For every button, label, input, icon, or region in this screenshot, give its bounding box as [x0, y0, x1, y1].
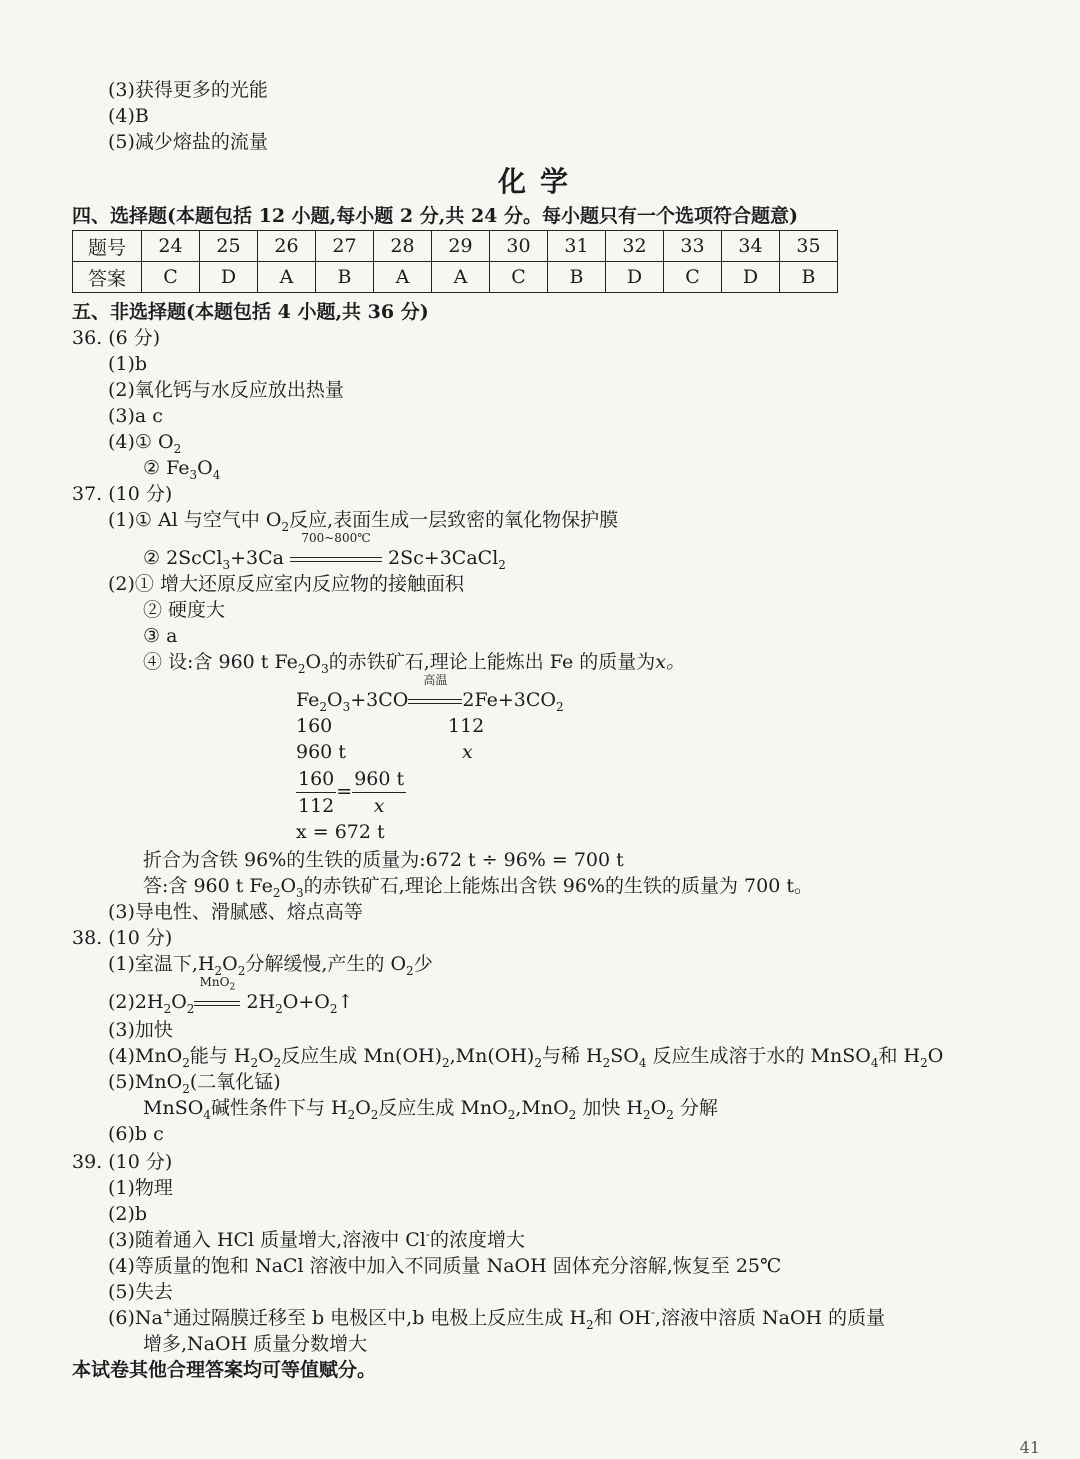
- text: 能与 H: [189, 1045, 251, 1067]
- q37-heading: 37. (10 分): [72, 483, 173, 505]
- question-number-cell: 29: [432, 231, 490, 262]
- double-arrow-bar: [408, 699, 462, 704]
- row-label-question-number: 题号: [73, 231, 142, 262]
- text: (4)① O: [108, 431, 174, 453]
- section-title: 化学: [497, 165, 582, 198]
- text: (1)① Al 与空气中 O: [108, 509, 282, 531]
- superscript: -: [425, 1227, 430, 1242]
- text: 的浓度增大: [429, 1229, 525, 1251]
- subscript: 2: [319, 699, 328, 714]
- text: ② Fe: [143, 457, 190, 479]
- condition-label: [194, 975, 240, 993]
- subscript: 2: [186, 1001, 195, 1016]
- bio-answer-5: (5)减少熔盐的流量: [108, 131, 268, 153]
- final-answer: [143, 874, 813, 898]
- fraction-left: [296, 766, 336, 819]
- subscript: 2: [163, 1001, 172, 1016]
- q36-part3: (3)a c: [108, 405, 163, 427]
- subscript: 2: [442, 1055, 450, 1070]
- text: (二氧化锰): [189, 1071, 281, 1093]
- answer-cell: D: [722, 262, 780, 293]
- subscript: 2: [250, 1055, 259, 1070]
- subscript: 2: [182, 1081, 190, 1096]
- subscript: 2: [297, 661, 306, 676]
- text: O: [327, 689, 343, 711]
- text: 的赤铁矿石,理论上能炼出含铁 96%的生铁的质量为 700 t。: [303, 875, 813, 897]
- q37-part2d: [143, 650, 685, 674]
- equals-sign: =: [336, 780, 353, 803]
- subscript: 2: [920, 1055, 928, 1070]
- text: 答:含 960 t Fe: [143, 875, 273, 897]
- question-number-cell: 32: [606, 231, 664, 262]
- text: 2Fe+3CO: [462, 689, 556, 711]
- q37-reaction-equation: [296, 673, 564, 714]
- subscript: 2: [237, 963, 246, 978]
- text: (6)Na: [108, 1307, 163, 1329]
- subscript: 2: [214, 963, 223, 978]
- table-row-answers: [73, 262, 838, 293]
- text: +3Ca: [230, 547, 284, 569]
- text: 加快 H: [576, 1097, 643, 1119]
- q39-part1: (1)物理: [108, 1177, 173, 1199]
- q37-part2a: (2)① 增大还原反应室内反应物的接触面积: [108, 573, 464, 595]
- q39-heading: 39. (10 分): [72, 1151, 173, 1173]
- text: O+O: [282, 991, 330, 1013]
- text: ↑: [337, 991, 354, 1013]
- reaction-condition: [290, 531, 382, 570]
- question-number-cell: 31: [548, 231, 606, 262]
- text: 与稀 H: [541, 1045, 603, 1067]
- question-number-cell: 34: [722, 231, 780, 262]
- subscript: 3: [342, 699, 351, 714]
- question-number-cell: 25: [200, 231, 258, 262]
- q36-heading: 36. (6 分): [72, 327, 161, 349]
- numerator: 160: [296, 766, 336, 793]
- q36-part1: (1)b: [108, 353, 148, 375]
- subscript: 3: [296, 885, 304, 900]
- subscript: 2: [586, 1317, 594, 1332]
- question-number-cell: 26: [258, 231, 316, 262]
- subscript: 4: [870, 1055, 879, 1070]
- question-number-cell: 33: [664, 231, 722, 262]
- bio-answer-3: (3)获得更多的光能: [108, 79, 268, 101]
- subscript: 2: [329, 1001, 338, 1016]
- superscript: -: [650, 1305, 655, 1320]
- answer-cell: C: [664, 262, 722, 293]
- reaction-condition: [408, 673, 462, 712]
- subscript: 3: [321, 661, 329, 676]
- subscript: 2: [568, 1107, 577, 1122]
- text: 分解缓慢,产生的 O: [245, 953, 407, 975]
- text: (1)室温下,H: [108, 953, 215, 975]
- subscript: 2: [275, 1001, 283, 1016]
- text: (3)随着通入 HCl 质量增大,溶液中 Cl: [108, 1229, 426, 1251]
- q37-part2c: ③ a: [143, 625, 178, 647]
- subscript: 4: [203, 1107, 211, 1122]
- subscript: 2: [602, 1055, 611, 1070]
- denominator: 112: [298, 795, 335, 817]
- q37-part1a: [108, 508, 618, 532]
- question-number-cell: 30: [490, 231, 548, 262]
- fraction-right: [352, 766, 406, 819]
- subscript: 2: [555, 699, 564, 714]
- subscript: 2: [498, 557, 506, 572]
- text: ④ 设:含 960 t Fe: [143, 651, 298, 673]
- subscript: 2: [534, 1055, 542, 1070]
- q39-part6a: [108, 1306, 885, 1330]
- superscript: +: [162, 1305, 173, 1320]
- result: x = 672 t: [296, 821, 385, 843]
- subscript: 2: [273, 1055, 282, 1070]
- text: +3CO: [350, 689, 409, 711]
- page-number: 41: [1019, 1438, 1040, 1457]
- text: 反应生成 MnO: [378, 1097, 508, 1119]
- q37-part3: (3)导电性、滑腻感、熔点高等: [108, 901, 363, 923]
- table-row-numbers: [73, 231, 838, 262]
- question-number-cell: 28: [374, 231, 432, 262]
- text: O: [258, 1045, 274, 1067]
- text: 通过隔膜迁移至 b 电极区中,b 电极上反应生成 H: [172, 1307, 587, 1329]
- reaction-condition: [194, 975, 240, 1014]
- text: 2H: [246, 991, 276, 1013]
- text: 的赤铁矿石,理论上能炼出 Fe 的质量为: [328, 651, 656, 673]
- condition-label: 700~800℃: [301, 531, 371, 545]
- given-mass: 960 t: [296, 741, 346, 763]
- condition-label: 高温: [423, 673, 448, 687]
- text: (5)MnO: [108, 1071, 183, 1093]
- double-arrow-bar: [290, 557, 382, 562]
- text: 少: [413, 953, 433, 975]
- subscript: 2: [281, 519, 290, 534]
- q39-part4: (4)等质量的饱和 NaCl 溶液中加入不同质量 NaOH 固体充分溶解,恢复至 25℃: [108, 1255, 782, 1277]
- answer-cell: B: [316, 262, 374, 293]
- answer-cell: A: [258, 262, 316, 293]
- unknown-mass: x: [462, 741, 473, 763]
- q38-part6: (6)b c: [108, 1123, 164, 1145]
- text: 反应生成溶于水的 MnSO: [646, 1045, 871, 1067]
- q38-part2-equation: [108, 975, 354, 1016]
- subscript: 2: [406, 963, 414, 978]
- subscript: 4: [638, 1055, 647, 1070]
- q36-part4b: [143, 456, 220, 480]
- answer-cell: A: [374, 262, 432, 293]
- q36-part4a: [108, 430, 181, 454]
- text: 反应生成 Mn(OH): [281, 1045, 442, 1067]
- text: 碱性条件下与 H: [210, 1097, 348, 1119]
- text: ,Mn(OH): [449, 1045, 535, 1067]
- subscript: 3: [222, 557, 231, 572]
- proportion-equation: [296, 766, 406, 819]
- q39-part5: (5)失去: [108, 1281, 173, 1303]
- text: SO: [610, 1045, 639, 1067]
- subscript: 2: [666, 1107, 674, 1122]
- q38-part5a: [108, 1070, 281, 1094]
- molar-mass-fe: 112: [448, 715, 485, 737]
- section5-heading: 五、非选择题(本题包括 4 小题,共 36 分): [72, 301, 429, 323]
- subscript: 2: [173, 441, 182, 456]
- answer-cell: D: [200, 262, 258, 293]
- text: MnO: [199, 975, 230, 989]
- answer-cell: C: [490, 262, 548, 293]
- text: MnSO: [143, 1097, 204, 1119]
- answer-cell: B: [780, 262, 838, 293]
- question-number-cell: 24: [142, 231, 200, 262]
- text: O: [171, 991, 187, 1013]
- row-label-answer: 答案: [73, 262, 142, 293]
- q37-part2b: ② 硬度大: [143, 599, 226, 621]
- text: O: [222, 953, 238, 975]
- text: (4)MnO: [108, 1045, 183, 1067]
- subscript: 2: [507, 1107, 516, 1122]
- answer-cell: B: [548, 262, 606, 293]
- molar-mass-fe2o3: 160: [296, 715, 333, 737]
- subscript: 2: [642, 1107, 651, 1122]
- conversion-line: 折合为含铁 96%的生铁的质量为:672 t ÷ 96% = 700 t: [143, 849, 624, 871]
- q38-part1: [108, 952, 433, 976]
- q39-part6b: 增多,NaOH 质量分数增大: [143, 1333, 368, 1355]
- subscript: 2: [182, 1055, 190, 1070]
- text: 2Sc+3CaCl: [388, 547, 499, 569]
- text: O: [355, 1097, 371, 1119]
- q37-part1b-equation: [143, 531, 506, 572]
- q38-heading: 38. (10 分): [72, 927, 173, 949]
- double-arrow-bar: [194, 1001, 240, 1006]
- q39-part2: (2)b: [108, 1203, 148, 1225]
- q38-part4: [108, 1044, 943, 1068]
- text: 和 OH: [593, 1307, 651, 1329]
- text: O: [305, 651, 322, 673]
- text: 和 H: [878, 1045, 921, 1067]
- text: O: [927, 1045, 944, 1067]
- bio-answer-4: (4)B: [108, 105, 149, 127]
- footer-note: 本试卷其他合理答案均可等值赋分。: [72, 1359, 377, 1381]
- subscript: 2: [370, 1107, 379, 1122]
- subscript: 3: [189, 467, 198, 482]
- text: 反应,表面生成一层致密的氧化物保护膜: [289, 509, 619, 531]
- denominator: x: [373, 795, 385, 817]
- answer-cell: A: [432, 262, 490, 293]
- text: 分解: [673, 1097, 718, 1119]
- answer-cell: C: [142, 262, 200, 293]
- subscript: 2: [229, 982, 236, 993]
- answer-table: [72, 230, 838, 293]
- text: (2)2H: [108, 991, 164, 1013]
- subscript: 4: [212, 467, 221, 482]
- q39-part3: [108, 1228, 525, 1252]
- text: Fe: [296, 689, 320, 711]
- q36-part2: (2)氧化钙与水反应放出热量: [108, 379, 344, 401]
- question-number-cell: 35: [780, 231, 838, 262]
- text: ,溶液中溶质 NaOH 的质量: [654, 1307, 886, 1329]
- subscript: 2: [347, 1107, 356, 1122]
- question-number-cell: 27: [316, 231, 374, 262]
- text: O: [197, 457, 213, 479]
- answer-cell: D: [606, 262, 664, 293]
- q38-part5b: [143, 1096, 718, 1120]
- numerator: 960 t: [352, 766, 406, 793]
- section4-heading: 四、选择题(本题包括 12 小题,每小题 2 分,共 24 分。每小题只有一个选项符合题意): [72, 205, 799, 227]
- variable: x。: [655, 651, 685, 673]
- text: ② 2ScCl: [143, 547, 223, 569]
- text: O: [280, 875, 297, 897]
- text: O: [650, 1097, 667, 1119]
- q38-part3: (3)加快: [108, 1019, 173, 1041]
- text: ,MnO: [515, 1097, 569, 1119]
- subscript: 2: [272, 885, 281, 900]
